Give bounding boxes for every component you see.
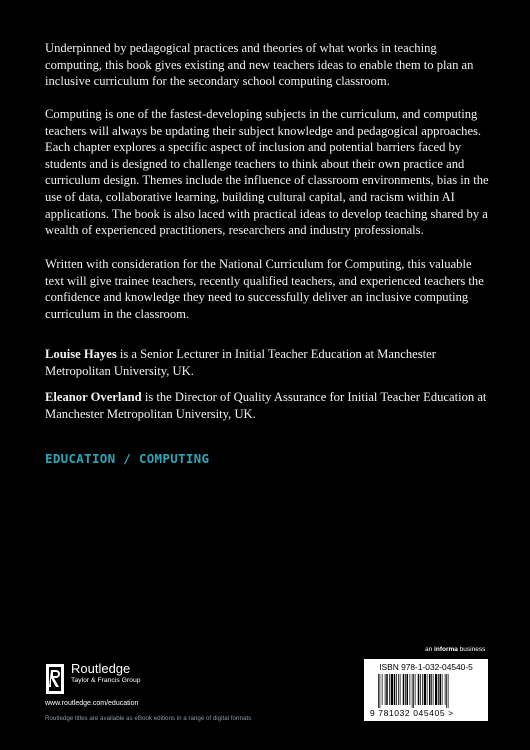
informa-prefix: an [425,646,435,653]
author-bio-text: is a Senior Lecturer in Initial Teacher Education at Manchester Metropolitan University, UK. [45,347,436,378]
barcode-digits: 9 781032 045405 > [370,708,454,718]
author-name: Eleanor Overland [45,390,142,404]
publisher-group: Taylor & Francis Group [71,677,141,684]
author-bio-overland [45,389,490,422]
subject-category: EDUCATION / COMPUTING [45,451,210,466]
description-paragraph-1: Underpinned by pedagogical practices and theories of what works in teaching computing, this book gives existing and new teachers ideas to enable them to plan an inclusive curriculum for the secondary school computing classroom. [45,41,474,89]
ebook-note: Routledge titles are available as eBook editions in a range of digital formats [45,715,252,722]
publisher-url[interactable]: www.routledge.com/education [45,700,139,707]
isbn-label: ISBN 978-1-032-04540-5 [379,662,473,672]
description-paragraph-2: Computing is one of the fastest-developing subjects in the curriculum, and computing teachers will always be updating their subject knowledge and pedagogical approaches. Each chapter explores a specific aspect of inclusion and potential barriers faced by students and is designed to challenge teachers to think about their own practice and curriculum design. Themes include the influence of classroom environments, bias in the use of data, collaborative learning, building cultural capital, and racism within AI applications. The book is also laced with practical ideas to develop teaching shared by a wealth of experienced practitioners, researchers and industry professionals. [45,107,489,238]
author-bio-text: is the Director of Quality Assurance for Initial Teacher Education at Manchester Metropolitan University, UK. [45,390,487,421]
informa-brand: informa [434,646,458,653]
informa-business-mark [425,646,485,653]
publisher-name: Routledge [71,661,131,676]
publisher-brand [71,662,141,685]
description-paragraph-3: Written with consideration for the National Curriculum for Computing, this valuable text will give trainee teachers, recently qualified teachers, and experienced teachers the confidence and knowledge they need to successfully deliver an inclusive computing curriculum in the classroom. [45,257,484,321]
routledge-logo-icon [45,664,65,694]
barcode-bars-icon [378,674,476,708]
author-bio-hayes [45,346,490,379]
informa-suffix: business [457,646,486,653]
isbn-barcode [364,659,488,721]
author-name: Louise Hayes [45,347,117,361]
